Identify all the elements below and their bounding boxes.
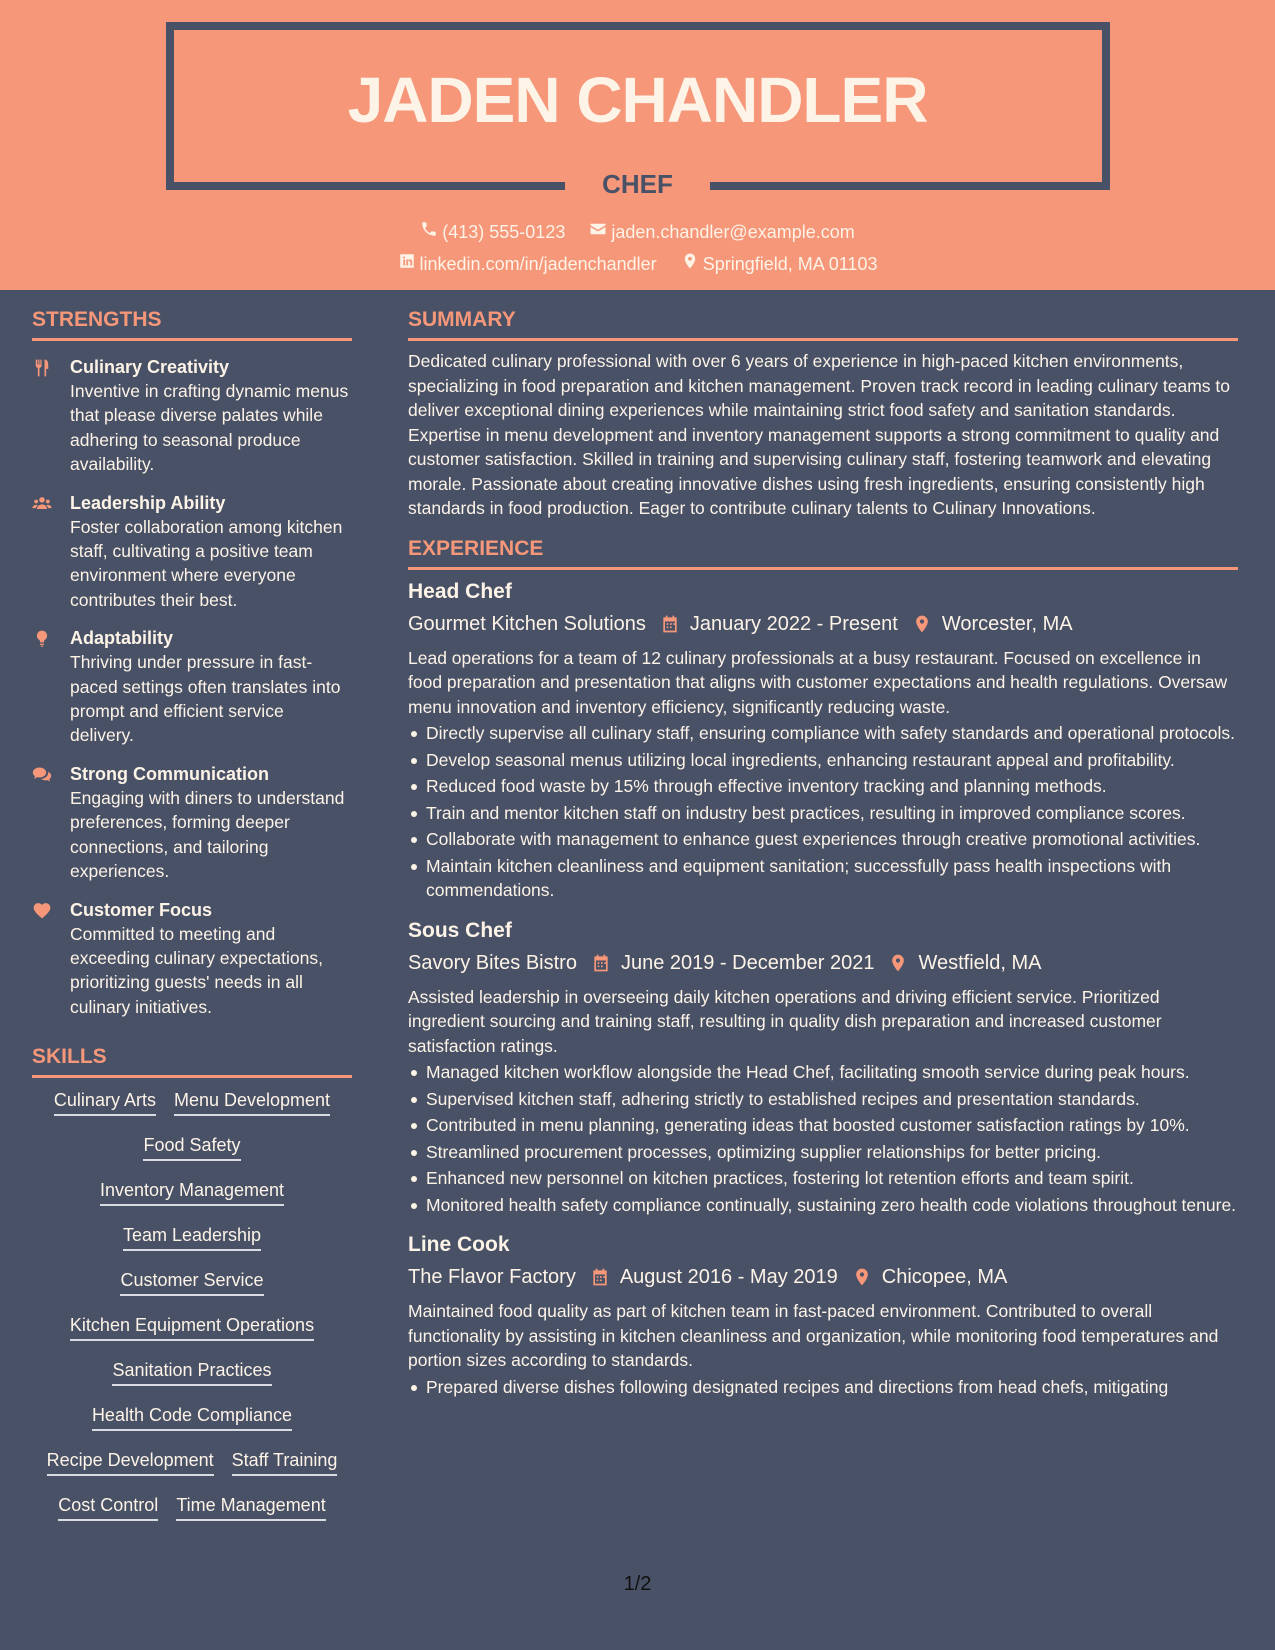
skill-row: [112, 1358, 271, 1403]
job-location: Chicopee, MA: [881, 1266, 1008, 1288]
map-marker-icon: [852, 1267, 872, 1287]
calendar-icon: [591, 953, 611, 973]
bullet-item: Contributed in menu planning, generating ideas that boosted customer satisfaction ratings by 10%.: [408, 1113, 1238, 1138]
company-name: Gourmet Kitchen Solutions: [408, 612, 646, 635]
skill-tag: Culinary Arts: [54, 1088, 156, 1116]
job-bullets: [408, 1060, 1238, 1217]
phone-text: (413) 555-0123: [442, 222, 566, 242]
bullet-item: Monitored health safety compliance continually, sustaining zero health code violations throughout tenure.: [408, 1193, 1238, 1218]
strengths-heading: STRENGTHS: [32, 306, 352, 341]
job-entry: [408, 1231, 1238, 1399]
skill-row: [100, 1178, 284, 1223]
job-meta: [408, 1263, 1238, 1291]
strength-desc: Thriving under pressure in fast-paced settings often translates into prompt and efficient service delivery.: [70, 652, 341, 746]
location-contact: [681, 252, 878, 276]
skill-tag: Recipe Development: [47, 1448, 214, 1476]
strength-desc: Foster collaboration among kitchen staff, cultivating a positive team environment where everyone contributes their best.: [70, 516, 343, 610]
strength-name: Leadership Ability: [70, 492, 226, 513]
heart-icon: [32, 898, 70, 1020]
skill-row: [58, 1493, 325, 1538]
job-location: Westfield, MA: [918, 951, 1042, 974]
strength-name: Culinary Creativity: [70, 357, 230, 377]
skill-tag: Cost Control: [58, 1493, 158, 1521]
skill-row: [120, 1268, 263, 1313]
bullet-item: Collaborate with management to enhance guest experiences through creative promotional activities.: [408, 827, 1238, 852]
job-entry: [408, 917, 1238, 1218]
bullet-item: Directly supervise all culinary staff, ensuring compliance with safety standards and operational protocols.: [408, 721, 1238, 746]
strength-item: [32, 898, 352, 1020]
skill-tag: Team Leadership: [123, 1223, 261, 1251]
job-dates: June 2019 - December 2021: [620, 951, 875, 974]
map-marker-icon: [681, 252, 699, 276]
job-bullets: [408, 1375, 1238, 1400]
contact-row-1: [0, 220, 1275, 244]
linkedin-contact[interactable]: [398, 252, 657, 276]
skill-tag: Food Safety: [143, 1133, 240, 1161]
candidate-name: JADEN CHANDLER: [347, 64, 928, 136]
right-column: [408, 306, 1238, 1401]
skill-row: [54, 1088, 330, 1133]
location-text: Springfield, MA 01103: [702, 254, 878, 274]
job-location: Worcester, MA: [941, 612, 1073, 635]
utensils-icon: [32, 355, 70, 477]
job-title: CHEF: [602, 169, 673, 199]
skill-tag: Menu Development: [174, 1088, 330, 1116]
skill-tag: Sanitation Practices: [112, 1358, 271, 1386]
resume-header: [0, 0, 1275, 290]
map-marker-icon: [912, 614, 932, 634]
job-meta: [408, 949, 1238, 977]
skill-row: [70, 1313, 314, 1358]
bullet-item: Reduced food waste by 15% through effective inventory tracking and planning methods.: [408, 774, 1238, 799]
calendar-icon: [660, 614, 680, 634]
summary-heading: SUMMARY: [408, 306, 1238, 341]
bullet-item: Train and mentor kitchen staff on industry best practices, resulting in improved compliance scores.: [408, 801, 1238, 826]
job-role: Line Cook: [408, 1233, 510, 1256]
experience-heading: EXPERIENCE: [408, 535, 1238, 570]
left-column: [32, 306, 352, 1538]
users-icon: [32, 491, 70, 613]
strength-item: [32, 626, 352, 748]
bullet-item: Develop seasonal menus utilizing local ingredients, enhancing restaurant appeal and profitability.: [408, 748, 1238, 773]
email-contact[interactable]: [589, 220, 854, 244]
job-entry: [408, 578, 1238, 903]
job-dates: August 2016 - May 2019: [619, 1266, 838, 1288]
skill-tag: Staff Training: [232, 1448, 338, 1476]
company-name: Savory Bites Bistro: [408, 951, 577, 974]
skills-list: [32, 1088, 352, 1538]
strength-name: Adaptability: [70, 628, 174, 649]
bullet-item: Maintain kitchen cleanliness and equipment sanitation; successfully pass health inspections with commendations.: [408, 854, 1238, 903]
envelope-icon: [589, 220, 607, 244]
bullet-item: Prepared diverse dishes following designated recipes and directions from head chefs, mitigating: [408, 1375, 1238, 1400]
comments-icon: [32, 762, 70, 884]
linkedin-icon: [398, 252, 416, 276]
strength-name: Customer Focus: [70, 899, 213, 920]
job-dates: January 2022 - Present: [689, 612, 898, 635]
job-role: Sous Chef: [408, 918, 512, 942]
skill-row: [47, 1448, 338, 1493]
skill-row: [92, 1403, 292, 1448]
strength-item: [32, 762, 352, 884]
map-marker-icon: [888, 953, 908, 973]
job-description: Lead operations for a team of 12 culinary professionals at a busy restaurant. Focused on excellence in food preparation and presentation that aligns with customer expectations and health regulations. Oversaw menu innovation and inventory efficiency, significantly reducing waste.: [408, 647, 1228, 717]
page-number: 1/2: [623, 1573, 652, 1595]
phone-icon: [420, 220, 438, 244]
strength-item: [32, 355, 352, 477]
company-name: The Flavor Factory: [408, 1266, 576, 1288]
bullet-item: Streamlined procurement processes, optimizing supplier relationships for better pricing.: [408, 1140, 1238, 1165]
skill-tag: Customer Service: [120, 1268, 263, 1296]
strength-item: [32, 491, 352, 613]
job-role: Head Chef: [408, 579, 512, 603]
job-description: Maintained food quality as part of kitchen team in fast-paced environment. Contributed to overall functionality by assisting in kitchen cleanliness and organization, while monitoring food temperatures and portion sizes according to standards.: [408, 1301, 1219, 1370]
job-bullets: [408, 721, 1238, 903]
skill-row: [123, 1223, 261, 1268]
phone-contact: [420, 220, 565, 244]
calendar-icon: [590, 1267, 610, 1287]
skill-row: [143, 1133, 240, 1178]
strength-desc: Engaging with diners to understand preferences, forming deeper connections, and tailoring experiences.: [70, 787, 345, 882]
strength-name: Strong Communication: [70, 763, 269, 784]
bullet-item: Managed kitchen workflow alongside the Head Chef, facilitating smooth service during peak hours.: [408, 1060, 1238, 1085]
bullet-item: Supervised kitchen staff, adhering strictly to established recipes and presentation standards.: [408, 1087, 1238, 1112]
job-description: Assisted leadership in overseeing daily kitchen operations and driving efficient service. Prioritized ingredient sourcing and training staff, resulting in quality dish preparation and increased customer satisfaction ratings.: [408, 986, 1162, 1056]
strength-desc: Committed to meeting and exceeding culinary expectations, prioritizing guests' needs in all culinary initiatives.: [70, 923, 323, 1017]
bullet-item: Enhanced new personnel on kitchen practices, fostering lot retention efforts and team spirit.: [408, 1166, 1238, 1191]
contact-row-2: [0, 252, 1275, 276]
skills-heading: SKILLS: [32, 1043, 352, 1078]
job-meta: [408, 610, 1238, 638]
linkedin-link[interactable]: linkedin.com/in/jadenchandler: [419, 254, 657, 274]
skill-tag: Inventory Management: [100, 1178, 284, 1206]
skill-tag: Time Management: [176, 1493, 325, 1521]
skill-tag: Kitchen Equipment Operations: [70, 1313, 314, 1341]
strength-desc: Inventive in crafting dynamic menus that please diverse palates while adhering to seasonal produce availability.: [70, 381, 349, 475]
skill-tag: Health Code Compliance: [92, 1403, 292, 1431]
summary-text: Dedicated culinary professional with over 6 years of experience in high-paced kitchen environments, specializing in food preparation and kitchen management. Proven track record in leading culinary teams to deliver exceptional dining experiences while maintaining strict food safety and sanitation standards. Expertise in menu development and inventory management supports a strong commitment to quality and customer satisfaction. Skilled in training and supervising culinary staff, fostering teamwork and elevating morale. Passionate about creating innovative dishes using fresh ingredients, ensuring consistently high standards in food production. Eager to contribute culinary talents to Culinary Innovations.: [408, 351, 1230, 518]
lightbulb-icon: [32, 626, 70, 748]
email-link[interactable]: jaden.chandler@example.com: [611, 222, 855, 242]
